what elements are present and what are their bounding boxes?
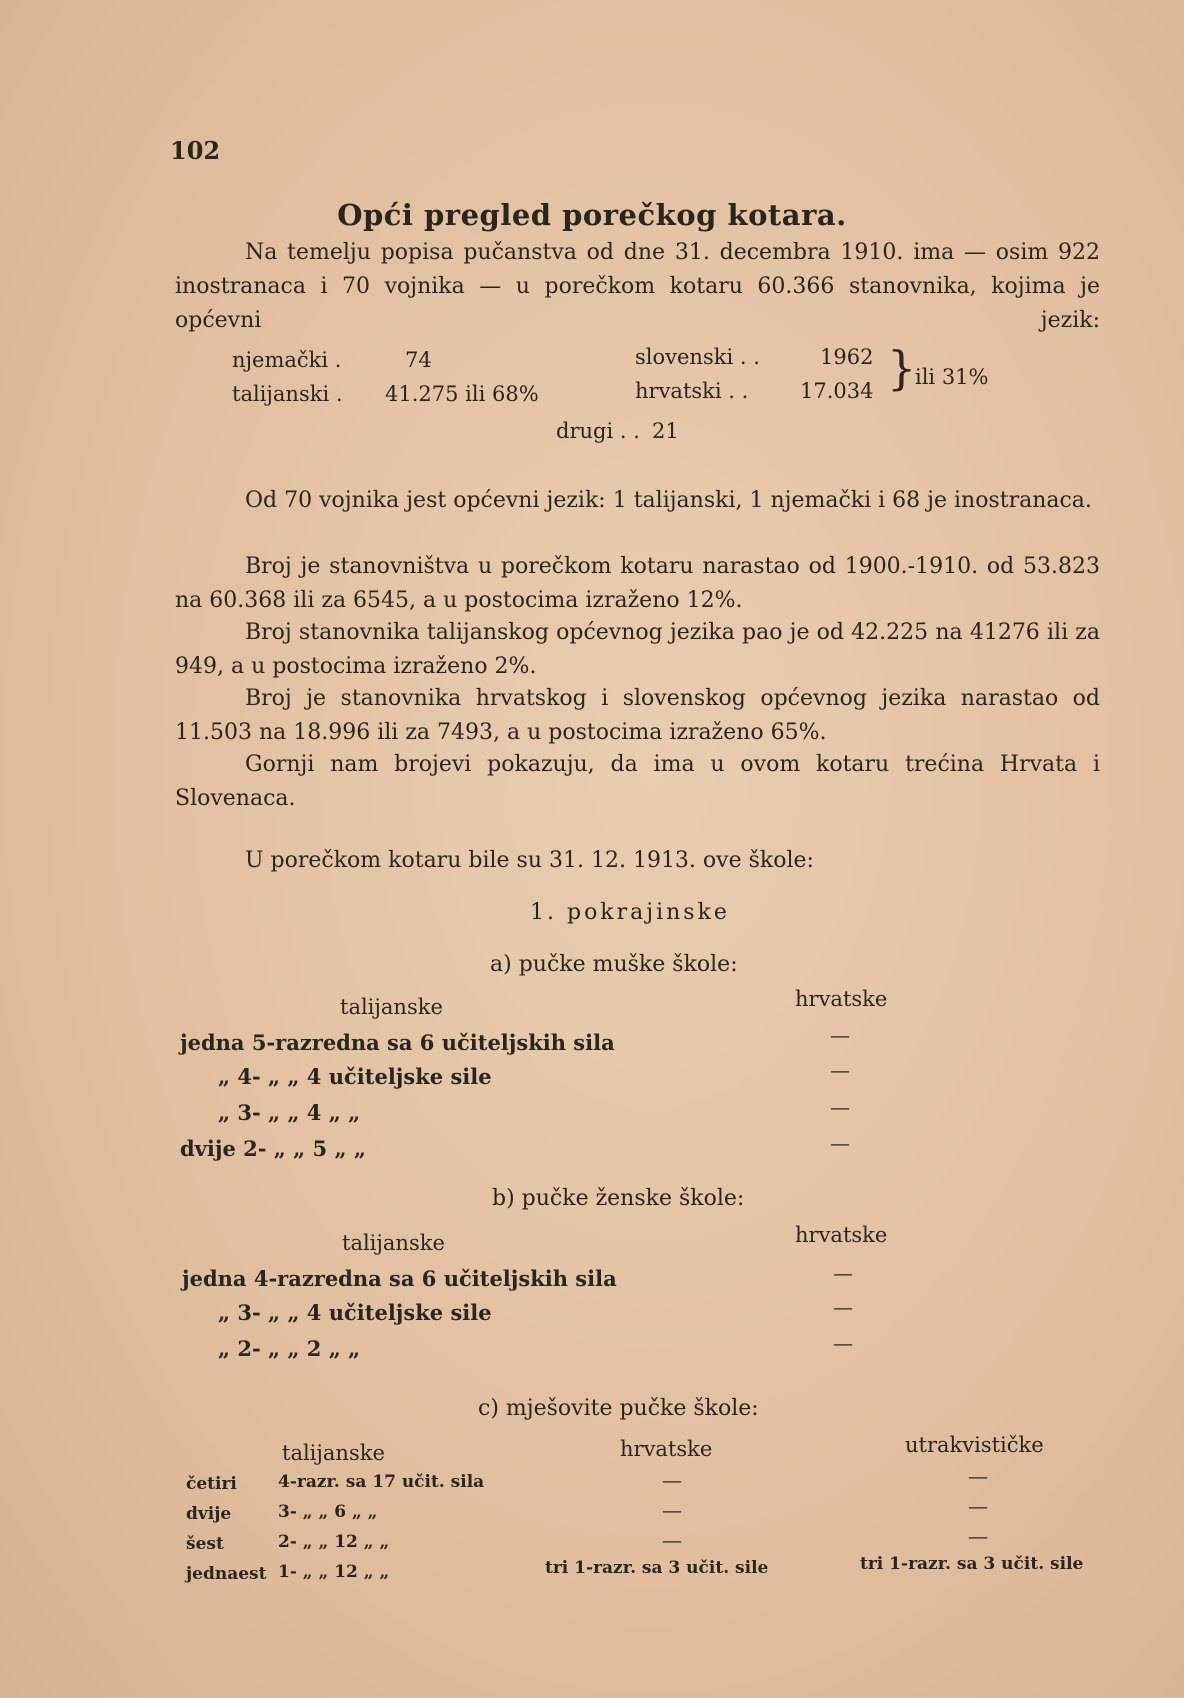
lang-drugi-label: drugi . .	[556, 419, 640, 443]
a-row-4-dash: —	[830, 1131, 850, 1155]
b-row-1: jedna 4-razredna sa 6 učiteljskih sila	[182, 1266, 617, 1291]
page-title: Opći pregled porečkog kotara.	[337, 198, 847, 232]
paragraph-growth: Broj je stanovništva u porečkom kotaru narastao od 1900.-1910. od 53.823 na 60.368 ili za 6545, a u postocima izraženo 12%.	[175, 554, 1100, 613]
a-row-2: „ 4- „ „ 4 učiteljske sile	[218, 1064, 492, 1089]
paragraph-croat-slovene: Broj je stanovnika hrvatskog i slovenskog općevnog jezika narastao od 11.503 na 18.996 ili za 7493, a u postocima izraženo 65%.	[175, 686, 1100, 745]
lang-combined-share: ili 31%	[915, 365, 989, 389]
c-row-3-hr: —	[662, 1528, 682, 1552]
c-col-talijanske: talijanske	[282, 1441, 385, 1465]
c-row-4-desc: 1- „ „ 12 „ „	[278, 1562, 390, 1582]
c-col-hrvatske: hrvatske	[620, 1437, 713, 1461]
c-row-4-count: jednaest	[186, 1564, 267, 1584]
a-row-1: jedna 5-razredna sa 6 učiteljskih sila	[180, 1030, 615, 1055]
lang-njemacki-value: 74	[405, 348, 432, 372]
c-row-1-ut: —	[968, 1464, 988, 1488]
b-row-3: „ 2- „ „ 2 „ „	[218, 1336, 361, 1361]
lang-hrvatski-label: hrvatski . .	[635, 379, 749, 403]
b-row-2: „ 3- „ „ 4 učiteljske sile	[218, 1300, 492, 1325]
lang-talijanski-label: talijanski .	[232, 382, 343, 406]
c-row-1-hr: —	[662, 1468, 682, 1492]
c-row-4-hr: tri 1-razr. sa 3 učit. sile	[545, 1558, 769, 1578]
a-row-3-dash: —	[830, 1095, 850, 1119]
page-number: 102	[170, 136, 221, 165]
lang-talijanski-value: 41.275 ili 68%	[385, 382, 539, 406]
paragraph-soldiers: Od 70 vojnika jest općevni jezik: 1 talijanski, 1 njemački i 68 je inostranaca.	[245, 488, 1092, 513]
c-col-utrakvisticke: utrakvističke	[905, 1433, 1044, 1457]
b-col-talijanske: talijanske	[342, 1231, 445, 1255]
lang-slovenski-value: 1962	[820, 345, 874, 369]
lang-slovenski-label: slovenski . .	[635, 345, 760, 369]
b-col-hrvatske: hrvatske	[795, 1223, 888, 1247]
c-row-2-count: dvije	[186, 1504, 232, 1524]
a-col-hrvatske: hrvatske	[795, 987, 888, 1011]
c-row-2-ut: —	[968, 1494, 988, 1518]
c-row-2-desc: 3- „ „ 6 „ „	[278, 1502, 378, 1522]
a-row-2-dash: —	[830, 1058, 850, 1082]
paragraph-schools-intro: U porečkom kotaru bile su 31. 12. 1913. ove škole:	[245, 848, 814, 873]
paragraph-census: Na temelju popisa pučanstva od dne 31. decembra 1910. ima — osim 922 inostranaca i 70 vojnika — u porečkom kotaru 60.366 stanovnika, kojima je općevni jezik:	[175, 240, 1100, 333]
a-row-3: „ 3- „ „ 4 „ „	[218, 1100, 361, 1125]
paragraph-italian: Broj stanovnika talijanskog općevnog jezika pao je od 42.225 na 41276 ili za 949, a u postocima izraženo 2%.	[175, 620, 1100, 679]
c-row-4-ut: tri 1-razr. sa 3 učit. sile	[860, 1554, 1084, 1574]
b-row-1-dash: —	[833, 1261, 853, 1285]
c-row-1-desc: 4-razr. sa 17 učit. sila	[278, 1472, 485, 1492]
lang-hrvatski-value: 17.034	[800, 379, 874, 403]
b-row-2-dash: —	[833, 1295, 853, 1319]
subsection-c-heading: c) mješovite pučke škole:	[478, 1396, 759, 1421]
c-row-3-desc: 2- „ „ 12 „ „	[278, 1532, 390, 1552]
subsection-b-heading: b) pučke ženske škole:	[492, 1186, 745, 1211]
c-row-2-hr: —	[662, 1498, 682, 1522]
section-heading: 1. pokrajinske	[530, 900, 730, 925]
c-row-3-ut: —	[968, 1524, 988, 1548]
c-row-1-count: četiri	[186, 1474, 237, 1494]
lang-njemacki-label: njemački .	[232, 348, 342, 372]
subsection-a-heading: a) pučke muške škole:	[490, 952, 738, 977]
a-row-4: dvije 2- „ „ 5 „ „	[180, 1136, 366, 1161]
a-row-1-dash: —	[830, 1023, 850, 1047]
c-row-3-count: šest	[186, 1534, 224, 1554]
lang-drugi-value: 21	[652, 419, 679, 443]
a-col-talijanske: talijanske	[340, 995, 443, 1019]
paragraph-conclusion: Gornji nam brojevi pokazuju, da ima u ovom kotaru trećina Hrvata i Slovenaca.	[175, 752, 1100, 811]
b-row-3-dash: —	[833, 1331, 853, 1355]
brace-symbol: }	[887, 341, 917, 395]
